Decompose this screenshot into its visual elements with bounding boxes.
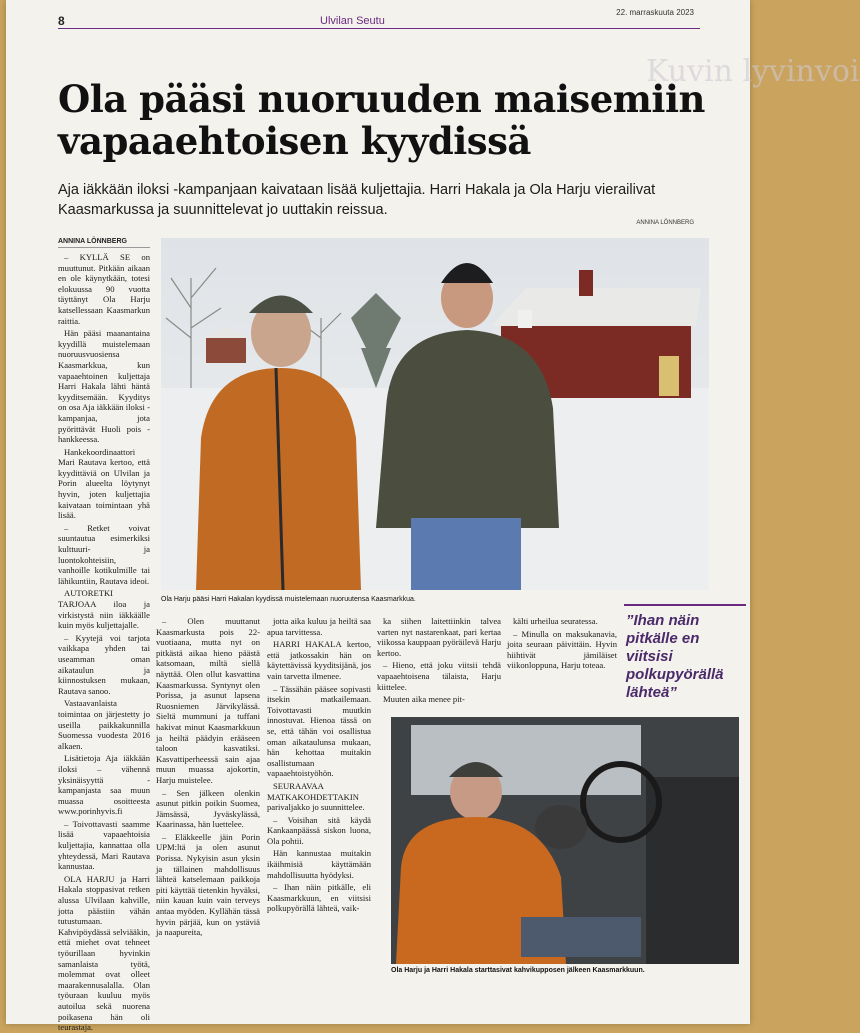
article-column-1 bbox=[58, 252, 150, 1033]
photo-caption-main: Ola Harju pääsi Harri Hakalan kyydissä muistelemaan nuoruutensa Kaasmarkkua. bbox=[161, 596, 416, 603]
paragraph: jotta aika kuluu ja heiltä saa apua tarvittessa. bbox=[267, 616, 371, 637]
article-column-4 bbox=[377, 616, 501, 716]
paragraph: – Olen muuttanut Kaasmarkusta pois 22-vuotiaana, mutta nyt on pitkästä aikaa hieno päästä katsomaan, miltä siellä näyttää. Olen ollut kasvattina Kaasmarkussa. Syntynyt olen Porissa, ja asunut lapsena Ruosniemen Järvikylässä. Sieltä mummuni ja tuffani hakivat minut Kaasmarkkuun ja heiltä päädyin erääseen taloon kasvatiksi. Kasvattiperheessä sain ajaa muun muassa ajokortin, Harju muistelee. bbox=[156, 616, 260, 785]
pull-quote: ”Ihan näin pitkälle en viitsisi polkupyörällä lähteä” bbox=[626, 612, 724, 701]
photo-caption-car: Ola Harju ja Harri Hakala starttasivat kahvikupposen jälkeen Kaasmarkkuun. bbox=[391, 967, 645, 974]
photo-credit: ANNINA LÖNNBERG bbox=[636, 220, 694, 226]
paragraph: Hän pääsi maanantaina kyydillä muistelemaan nuoruusvuosiensa Kaasmarkkua, kun vapaaehtoinen kuljettaja Harri Hakala lähti häntä kyyditsemään. Kyyditys on osa Aja iäkkään iloksi -kampanjaa, jota pyörittävät Huoli pois -hankkeessa. bbox=[58, 328, 150, 445]
paragraph: – Eläkkeelle jäin Porin UPM:ltä ja olen asunut Porissa. Nykyisin asun yksin ja tällainen mahdollisuus lähteä katselemaan paikkoja piti käyttää tietenkin hyväksi, niin kauan kuin vain terveys antaa myöden. Kyllähän tässä hyvin pärjää, kun on ystäviä ja naapureita, bbox=[156, 831, 260, 938]
lead-paragraph: Aja iäkkään iloksi -kampanjaan kaivataan lisää kuljettajia. Harri Hakala ja Ola Harju vierailivat Kaasmarkussa ja suunnittelevat jo uuttakin reissua. bbox=[58, 182, 656, 218]
pull-quote-rule bbox=[624, 604, 746, 606]
paragraph: AUTORETKI TARJOAA iloa ja virkistystä niin iäkkäälle kuin myös kuljettajalle. bbox=[58, 588, 150, 631]
header-rule bbox=[58, 28, 700, 29]
paragraph: – KYLLÄ SE on muuttunut. Pitkään aikaan en ole käynytkään, totesi elokuussa 90 vuotta täyttänyt Ola Harju katsellessaan Kaasmarkun raittia. bbox=[58, 252, 150, 326]
paragraph: Lisätietoja Aja iäkkään iloksi – vähennä yksinäisyyttä -kampanjasta saa muun muassa osoitteesta www.porinhyvis.fi bbox=[58, 753, 150, 817]
paragraph: ka siihen laitettiinkin talvea varten nyt nastarenkaat, pari kertaa viikossa kauppaan pyöräilevä Harju kertoo. bbox=[377, 616, 501, 658]
byline: ANNINA LÖNNBERG bbox=[58, 238, 150, 248]
newspaper-page bbox=[6, 0, 860, 1033]
paragraph: OLA HARJU ja Harri Hakala stoppasivat retken alussa Ulvilaan kahville, jotta päästiin vähän tutustumaan. Kahvipöydässä selviääkin, että miehet ovat tehneet työurillaan hyvinkin samanlaista työtä, molemmat ovat olleet maarakennusalalla. Olan työuraan kuuluu myös autoilua sekä nuorena poikasena hän oli teurastaja. bbox=[58, 873, 150, 1033]
paper-name: Ulvilan Seutu bbox=[320, 15, 385, 27]
paragraph: – Sen jälkeen olenkin asunut pitkin poikin Suomea, Jämsässä, Jyväskylässä, Kaarinassa, hän luettelee. bbox=[156, 787, 260, 830]
paragraph: Muuten aika menee pit- bbox=[383, 694, 465, 705]
article-column-3 bbox=[267, 616, 371, 986]
paragraph: Hän kannustaa muitakin ikäihmisiä käyttämään mahdollisuutta hyödyksi. bbox=[267, 848, 371, 880]
article-column-2 bbox=[156, 616, 260, 986]
paragraph: – Ihan näin pitkälle, eli Kaasmarkkuun, en viitsisi polkupyörällä lähteä, vaik- bbox=[267, 882, 371, 914]
show-through-text: Kuvin lyvinvoi bbox=[646, 54, 860, 89]
car-photo bbox=[391, 717, 739, 964]
paragraph: – Voisihan sitä käydä Kankaanpäässä siskon luona, Ola pohtii. bbox=[267, 814, 371, 846]
winter-scene-photo bbox=[161, 238, 709, 590]
issue-date: 22. marraskuuta 2023 bbox=[616, 8, 694, 17]
paragraph: kälti urheilua seuratessa. bbox=[513, 616, 598, 626]
page-number: 8 bbox=[58, 14, 65, 28]
paragraph: – Kyytejä voi tarjota vaikkapa yhden tai useamman oman aikataulun ja kiinnostuksen mukaan, Rautava sanoo. bbox=[58, 632, 150, 696]
paragraph: HARRI HAKALA kertoo, että jatkossakin hän on käytettävissä kyyditsijänä, jos vain tarvetta ilmenee. bbox=[267, 639, 371, 681]
paragraph: SEURAAVAA MATKAKOHDETTAKIN parivaljakko jo suunnittelee. bbox=[267, 780, 365, 813]
paragraph: – Retket voivat suuntautua esimerkiksi kulttuuri- ja luontokohteisiin, vanhoille kotikulmille tai lähikuntiin, Rautava ideoi. bbox=[58, 522, 150, 586]
paragraph: Hankekoordinaattori Mari Rautava kertoo, että kyydittäviä on Ulvilan ja Porin alueelta löytynyt hyvin, joten kuljettajia kaivataan toimintaan yhä lisää. bbox=[58, 446, 150, 521]
paragraph: Vastaavanlaista toimintaa on järjestetty jo useilla paikkakunnilla Suomessa vuodesta 2016 alkaen. bbox=[58, 698, 150, 751]
main-photo bbox=[161, 238, 709, 590]
article-column-5 bbox=[507, 616, 617, 716]
headline: Ola pääsi nuoruuden maisemiin vapaaehtoisen kyydissä bbox=[58, 77, 705, 163]
paragraph: – Tässähän pääsee sopivasti itsekin matkailemaan. Toivottavasti muutkin innostuvat. Hienoa tässä on se, että tähän voi osallistua oman aikataulunsa mukaan, hän kehottaa muitakin osallistumaan vapaaehtoistyöhön. bbox=[267, 683, 371, 779]
paragraph: – Hieno, että joku viitsii tehdä vapaaehtoisena tälaista, Harju kiittelee. bbox=[377, 660, 501, 692]
car-interior-photo bbox=[391, 717, 739, 964]
paragraph: – Toivottavasti saamme lisää vapaaehtoisia kuljettajia, kannattaa olla yhteydessä, Mari Rautava kannustaa. bbox=[58, 818, 150, 872]
paragraph: – Minulla on maksukanavia, joita seuraan päivittäin. Hyvin hiihtivät jämiläiset viikonloppuna, Harju toteaa. bbox=[507, 628, 617, 671]
